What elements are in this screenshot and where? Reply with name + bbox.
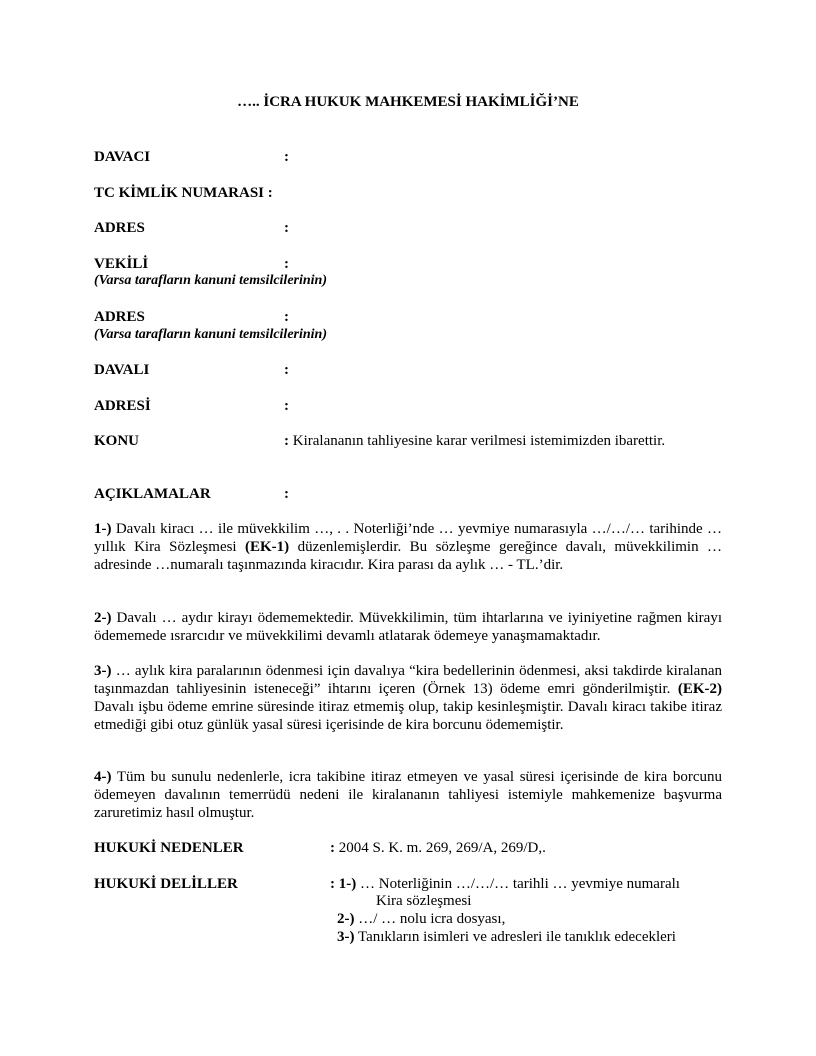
evidence-number: 1-) (338, 876, 357, 892)
paragraph-2 (94, 609, 722, 645)
legal-value (330, 839, 546, 857)
section-label: HUKUKİ NEDENLER (94, 840, 244, 856)
paragraph-text: Davalı kiracı … ile müvekkilim …, . . Noterliği’nde … yevmiye numarasıyla …/…/… tarihinde … yıllık Kira Sözleşmesi (94, 521, 722, 555)
paragraph-3 (94, 662, 722, 734)
paragraph-number: 1-) (94, 521, 112, 537)
paragraph-text: Davalı işbu ödeme emrine süresinde itiraz etmemiş olup, takip kesinleşmiştir. Davalı kiracı takibe itiraz etmediği gibi otuz günlük yasal süresi içerisinde de kira borcunu ödememiştir. (94, 699, 722, 733)
field-label: DAVALI (94, 362, 150, 378)
field-note: (Varsa tarafların kanuni temsilcilerinin) (94, 273, 327, 288)
evidence-text: Kira sözleşmesi (376, 893, 472, 909)
paragraph-4 (94, 768, 722, 822)
document-title: ….. İCRA HUKUK MAHKEMESİ HAKİMLİĞİ’NE (237, 94, 579, 110)
field-value (284, 432, 665, 450)
attachment-ref: (EK-1) (245, 539, 290, 555)
field-colon: : (284, 433, 289, 449)
section-label: AÇIKLAMALAR (94, 486, 211, 502)
paragraph-text: düzenlemişlerdir. Bu sözleşme gereğince davalı, müvekkilimin … adresinde …numaralı taşınmazında kiracıdır. Kira parası da aylık … - TL.’dir. (94, 539, 722, 573)
field-colon: : (330, 840, 335, 856)
evidence-item-1-cont (376, 893, 471, 910)
paragraph-text: Davalı … aydır kirayı ödememektedir. Müvekkilimin, tüm ihtarlarına ve iyiniyetine rağmen kirayı ödememede ısrarcıdır ve müvekkilimi devamlı atlatarak ödemeye yanaşmamaktadır. (94, 610, 722, 644)
field-label: ADRESİ (94, 398, 151, 414)
field-label: KONU (94, 433, 139, 449)
field-colon: : (284, 220, 289, 236)
field-label: VEKİLİ (94, 256, 149, 272)
konu-text: Kiralananın tahliyesine karar verilmesi istemimizden ibarettir. (289, 433, 666, 449)
field-label: DAVACI (94, 149, 151, 165)
field-colon: : (284, 398, 289, 414)
field-colon: : (284, 149, 289, 165)
field-colon: : (284, 309, 289, 325)
paragraph-text: … aylık kira paralarının ödenmesi için davalıya “kira bedellerinin ödenmesi, aksi takdirde kiralanan taşınmazdan tahliyesinin isteneceği” ihtarını içeren (Örnek 13) ödeme emri gönderilmiştir. (94, 663, 722, 697)
evidence-text: Tanıkların isimleri ve adresleri ile tanıklık edecekleri (354, 929, 676, 945)
field-label: ADRES (94, 220, 145, 236)
section-label: HUKUKİ DELİLLER (94, 876, 238, 892)
field-colon: : (330, 876, 335, 892)
evidence-number: 3-) (337, 929, 355, 945)
paragraph-number: 3-) (94, 663, 112, 679)
evidence-number: 2-) (337, 911, 355, 927)
attachment-ref: (EK-2) (677, 681, 722, 697)
paragraph-text: Tüm bu sunulu nedenlerle, icra takibine itiraz etmeyen ve yasal süresi içerisinde de kira borcunu ödemeyen davalının temerrüdü nedeni ile kiralananın tahliyesi istemiyle mahkemenize başvurma zaruretimiz hasıl olmuştur. (94, 769, 722, 821)
field-colon: : (284, 486, 289, 502)
evidence-text: … Noterliğinin …/…/… tarihli … yevmiye numaralı (356, 876, 680, 892)
document-page (94, 0, 722, 1056)
field-label: ADRES (94, 309, 145, 325)
field-note: (Varsa tarafların kanuni temsilcilerinin) (94, 327, 327, 342)
paragraph-1 (94, 520, 722, 574)
field-label: TC KİMLİK NUMARASI : (94, 185, 273, 201)
evidence-text: …/ … nolu icra dosyası, (354, 911, 506, 927)
paragraph-number: 4-) (94, 769, 112, 785)
evidence-item-2 (337, 911, 505, 928)
paragraph-number: 2-) (94, 610, 112, 626)
evidence-item-1 (330, 875, 680, 893)
legal-text: 2004 S. K. m. 269, 269/A, 269/D,. (335, 840, 546, 856)
evidence-item-3 (337, 929, 676, 946)
field-colon: : (284, 362, 289, 378)
field-colon: : (284, 256, 289, 272)
